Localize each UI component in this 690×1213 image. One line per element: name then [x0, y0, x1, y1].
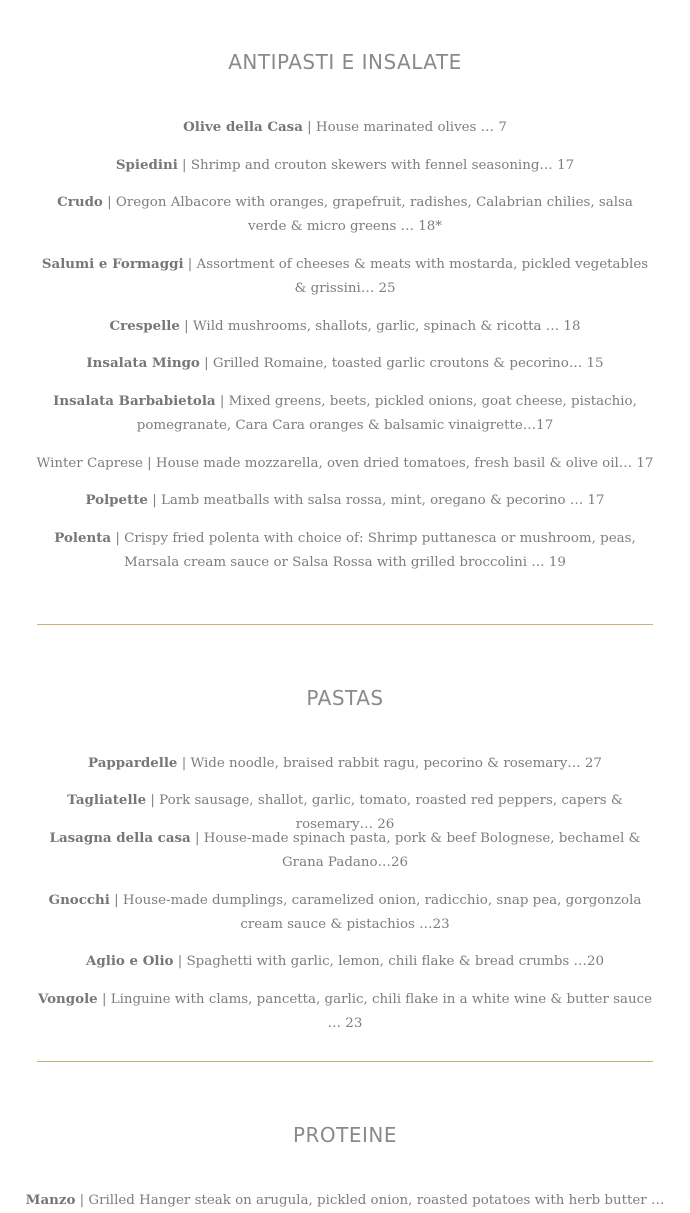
- menu-item: [36, 888, 654, 937]
- menu-item: [36, 153, 654, 178]
- item-name: Gnocchi: [48, 892, 110, 908]
- section-title-pastas: PASTAS: [306, 686, 384, 710]
- item-description: | Pork sausage, shallot, garlic, tomato, roasted red peppers, capers & rosemary… 26: [146, 793, 623, 832]
- item-name: Olive della Casa: [183, 119, 303, 135]
- item-name: Salumi e Formaggi: [41, 256, 184, 272]
- item-name: Insalata Barbabietola: [53, 393, 216, 409]
- item-description: | Grilled Hanger steak on arugula, pickled onion, roasted potatoes with herb butter …: [75, 1193, 665, 1208]
- menu-item: [36, 451, 654, 476]
- menu-item: [36, 526, 654, 575]
- menu-item: [36, 351, 654, 376]
- item-description: | Oregon Albacore with oranges, grapefruit, radishes, Calabrian chilies, salsa verde & micro greens … 18*: [102, 195, 633, 234]
- section-divider: [37, 1061, 653, 1062]
- item-description: | House marinated olives … 7: [302, 120, 507, 135]
- item-name: Manzo: [25, 1192, 76, 1208]
- menu-item: [36, 115, 654, 140]
- item-description: | Mixed greens, beets, pickled onions, goat cheese, pistachio, pomegranate, Cara Cara oranges & balsamic vinaigrette…17: [136, 394, 637, 433]
- item-description: | Lamb meatballs with salsa rossa, mint, oregano & pecorino … 17: [147, 493, 605, 508]
- item-description: | Spaghetti with garlic, lemon, chili flake & bread crumbs …20: [173, 954, 604, 969]
- item-name: Vongole: [37, 991, 98, 1007]
- item-description: | Shrimp and crouton skewers with fennel seasoning… 17: [177, 158, 575, 173]
- section-title-antipasti: ANTIPASTI E INSALATE: [228, 50, 462, 74]
- item-name: Insalata Mingo: [86, 355, 200, 371]
- menu-item: [36, 949, 654, 974]
- item-description: | Crispy fried polenta with choice of: Shrimp puttanesca or mushroom, peas, Marsala cream sauce or Salsa Rossa with grilled broccolini … 19: [111, 531, 636, 570]
- item-description: Winter Caprese | House made mozzarella, oven dried tomatoes, fresh basil & olive oil… 17: [36, 456, 654, 471]
- item-description: | Wide noodle, braised rabbit ragu, pecorino & rosemary… 27: [177, 756, 602, 771]
- item-name: Pappardelle: [88, 755, 178, 771]
- item-name: Polenta: [54, 530, 112, 546]
- menu-item: [36, 987, 654, 1036]
- section-divider: [37, 624, 653, 625]
- menu-item: [36, 190, 654, 239]
- item-name: Aglio e Olio: [86, 953, 174, 969]
- menu-item: [36, 252, 654, 301]
- item-name: Polpette: [85, 492, 148, 508]
- menu-item: [36, 389, 654, 438]
- menu-item: [36, 751, 654, 776]
- item-name: Spiedini: [115, 157, 178, 173]
- item-description: | House-made spinach pasta, pork & beef Bolognese, bechamel & Grana Padano…26: [190, 831, 641, 870]
- section-title-proteine: PROTEINE: [292, 1123, 398, 1147]
- item-name: Crudo: [57, 194, 103, 210]
- item-name: Lasagna della casa: [49, 830, 191, 846]
- item-description: | House-made dumplings, caramelized onion, radicchio, snap pea, gorgonzola cream sauce & pistachios …23: [109, 893, 642, 932]
- menu-item: [36, 826, 654, 875]
- item-description: | Wild mushrooms, shallots, garlic, spinach & ricotta … 18: [179, 319, 581, 334]
- item-name: Crespelle: [109, 318, 180, 334]
- item-description: | Linguine with clams, pancetta, garlic, chili flake in a white wine & butter sauce … 23: [97, 992, 653, 1031]
- item-description: | Assortment of cheeses & meats with mostarda, pickled vegetables & grissini… 25: [183, 257, 649, 296]
- menu-item: [0, 1188, 690, 1213]
- menu-item: [36, 488, 654, 513]
- item-name: Tagliatelle: [67, 792, 147, 808]
- item-description: | Grilled Romaine, toasted garlic croutons & pecorino… 15: [199, 356, 604, 371]
- menu-item: [36, 314, 654, 339]
